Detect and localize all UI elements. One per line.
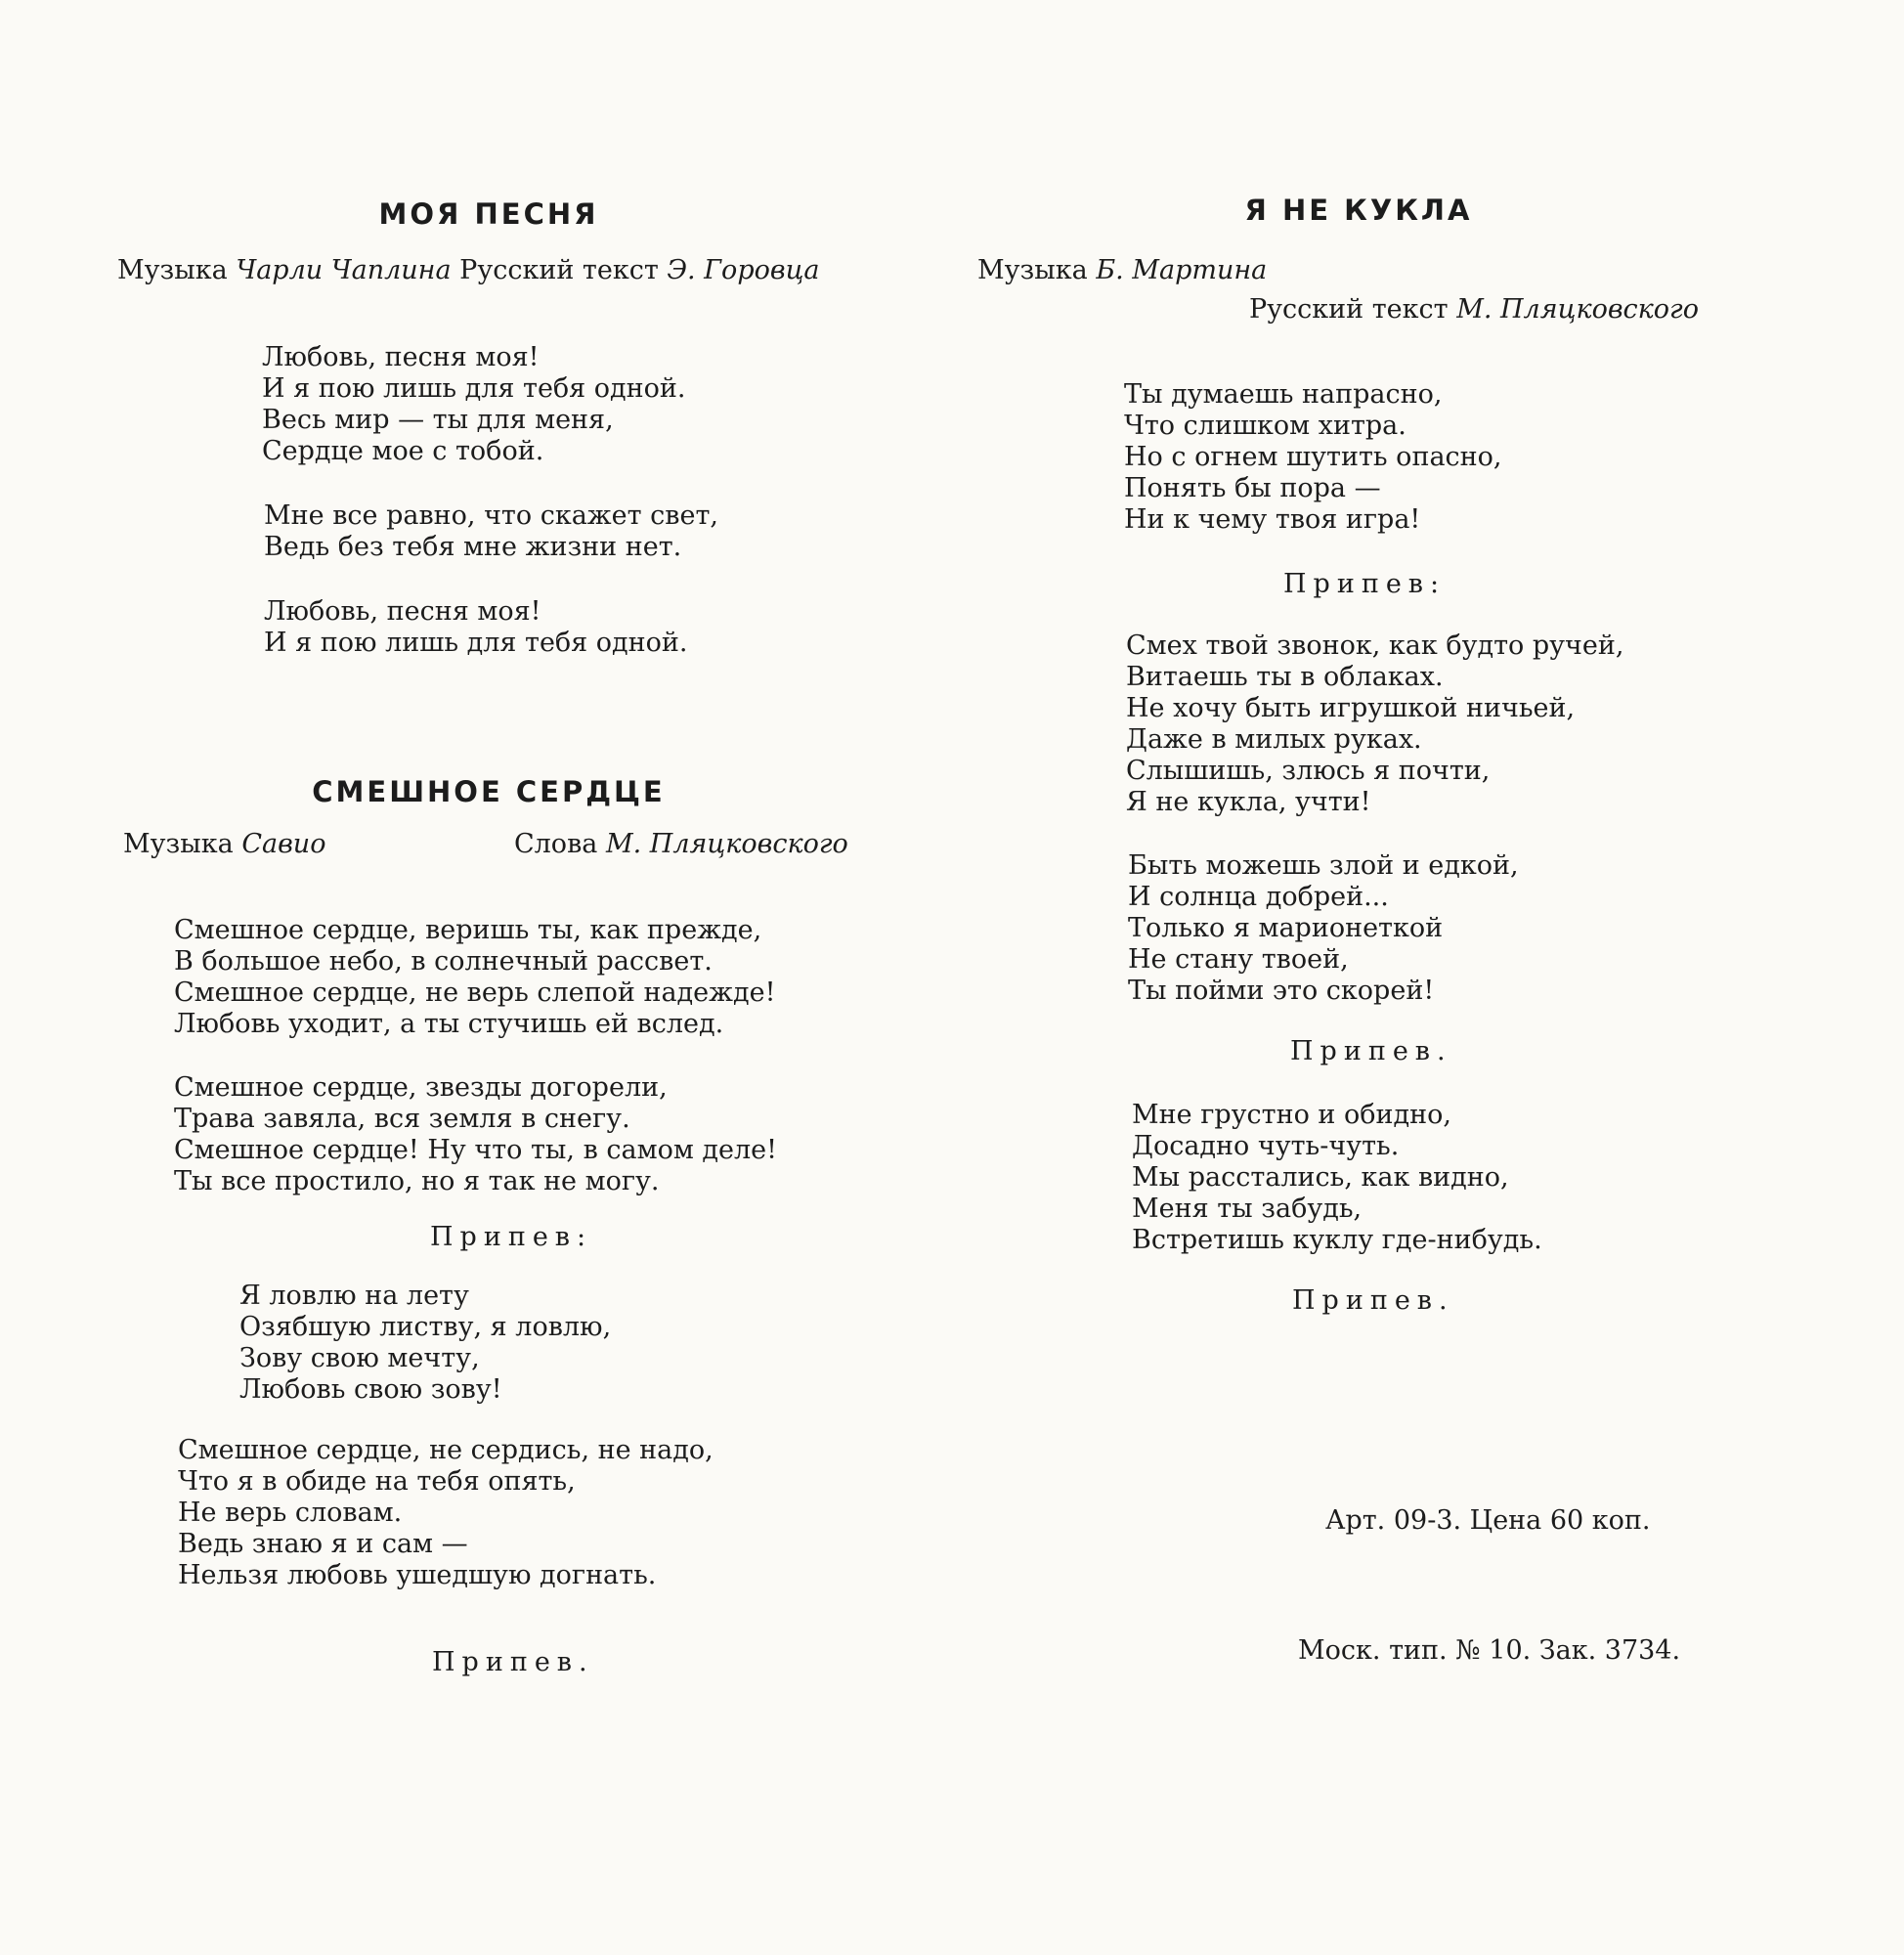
lyric-line: Встретишь куклу где-нибудь. (1132, 1225, 1542, 1255)
song3-stanza-2 (1128, 850, 1519, 1007)
lyric-line: Любовь, песня моя! (264, 596, 541, 627)
lyric-line: Смешное сердце, звезды догорели, (174, 1072, 668, 1103)
song3-refrain (1126, 630, 1623, 818)
lyric-line: Слышишь, злюсь я почти, (1126, 756, 1491, 786)
lyric-line: И я пою лишь для тебя одной. (264, 628, 688, 658)
song2-refrain-label-2: Припев. (432, 1647, 594, 1677)
lyric-line: Озябшую листву, я ловлю, (239, 1312, 612, 1342)
lyric-line: Я не кукла, учти! (1126, 787, 1371, 817)
song3-stanza-1 (1124, 379, 1502, 536)
lyric-line: Даже в милых руках. (1126, 724, 1422, 755)
lyric-line: Ведь без тебя мне жизни нет. (264, 532, 682, 562)
lyric-line: Любовь, песня моя! (262, 342, 540, 372)
song2-stanza-3 (178, 1435, 714, 1591)
printer-line: Моск. тип. № 10. Зак. 3734. (1298, 1635, 1681, 1666)
lyric-line: Не верь словам. (178, 1498, 403, 1528)
song2-words-name: М. Пляцковского (605, 829, 848, 859)
lyric-line: Что слишком хитра. (1124, 411, 1406, 441)
lyric-line: Мне грустно и обидно, (1132, 1100, 1451, 1130)
song3-credits-line1 (977, 252, 1267, 289)
song1-credits (117, 252, 820, 289)
song2-words-label: Слова (514, 829, 598, 859)
lyric-line: И я пою лишь для тебя одной. (262, 373, 686, 404)
lyric-line: Витаешь ты в облаках. (1126, 662, 1444, 692)
lyric-line: Не стану твоей, (1128, 944, 1349, 975)
song3-refrain-label-2: Припев. (1290, 1036, 1452, 1066)
song1-music-name: Чарли Чаплина (236, 255, 452, 285)
price-line: Арт. 09-3. Цена 60 коп. (1325, 1505, 1651, 1536)
song1-music-label: Музыка (117, 255, 228, 285)
lyric-line: Сердце мое с тобой. (262, 436, 544, 466)
song2-refrain (239, 1281, 611, 1406)
song2-refrain-label-1: Припев: (430, 1222, 593, 1252)
lyric-line: Я ловлю на лету (239, 1281, 469, 1311)
song3-credits-line2 (1249, 291, 1699, 328)
lyric-line: В большое небо, в солнечный рассвет. (174, 946, 713, 977)
song3-text-label: Русский текст (1249, 294, 1449, 325)
lyric-line: Нельзя любовь ушедшую догнать. (178, 1560, 657, 1590)
lyric-line: Не хочу быть игрушкой ничьей, (1126, 693, 1576, 723)
lyric-line: Любовь свою зову! (239, 1374, 502, 1405)
song2-stanza-1 (174, 915, 775, 1040)
song2-credits (123, 826, 905, 863)
song3-music-name: Б. Мартина (1096, 255, 1268, 285)
lyric-line: Любовь уходит, а ты стучишь ей вслед. (174, 1009, 724, 1039)
lyric-line: Что я в обиде на тебя опять, (178, 1466, 576, 1497)
song1-stanza-1 (262, 342, 686, 467)
song3-text-name: М. Пляцковского (1456, 294, 1699, 325)
lyric-line: Ведь знаю я и сам — (178, 1529, 468, 1559)
lyric-line: Ты все простило, но я так не могу. (174, 1166, 660, 1196)
lyric-line: Мне все равно, что скажет свет, (264, 500, 718, 531)
lyric-line: Трава завяла, вся земля в снегу. (174, 1104, 630, 1134)
lyric-line: Мы расстались, как видно, (1132, 1162, 1509, 1193)
lyric-line: Весь мир — ты для меня, (262, 405, 614, 435)
lyric-line: Ты думаешь напрасно, (1124, 379, 1443, 410)
lyric-line: Но с огнем шутить опасно, (1124, 442, 1502, 472)
lyric-line: Смех твой звонок, как будто ручей, (1126, 630, 1624, 661)
lyric-line: Только я марионеткой (1128, 913, 1444, 943)
song3-refrain-label-1: Припев: (1283, 569, 1447, 599)
song1-stanza-2 (264, 500, 718, 563)
song1-text-label: Русский текст (459, 255, 659, 285)
lyric-line: Смешное сердце! Ну что ты, в самом деле! (174, 1135, 777, 1165)
song3-title: Я НЕ КУКЛА (1244, 194, 1473, 227)
lyric-line: Ты пойми это скорей! (1128, 976, 1435, 1006)
song2-music-name: Савио (241, 829, 326, 859)
lyric-line: Смешное сердце, не сердись, не надо, (178, 1435, 714, 1465)
song2-words (514, 826, 848, 863)
lyric-line: Меня ты забудь, (1132, 1194, 1363, 1224)
song3-stanza-3 (1132, 1100, 1542, 1256)
song2-stanza-2 (174, 1072, 777, 1197)
song2-title: СМЕШНОЕ СЕРДЦЕ (312, 775, 666, 808)
lyric-line: Зову свою мечту, (239, 1343, 480, 1373)
lyric-line: И солнца добрей... (1128, 882, 1389, 912)
song1-title: МОЯ ПЕСНЯ (378, 197, 599, 231)
lyric-line: Смешное сердце, не верь слепой надежде! (174, 978, 776, 1008)
song3-music-label: Музыка (977, 255, 1088, 285)
lyric-line: Смешное сердце, веришь ты, как прежде, (174, 915, 762, 945)
song2-music-label: Музыка (123, 829, 234, 859)
song1-text-name: Э. Горовца (667, 255, 820, 285)
song3-refrain-label-3: Припев. (1292, 1285, 1454, 1316)
lyric-line: Быть можешь злой и едкой, (1128, 850, 1519, 881)
lyric-line: Ни к чему твоя игра! (1124, 504, 1421, 535)
song1-stanza-3 (264, 596, 688, 659)
lyric-line: Досадно чуть-чуть. (1132, 1131, 1400, 1161)
lyric-line: Понять бы пора — (1124, 473, 1381, 503)
